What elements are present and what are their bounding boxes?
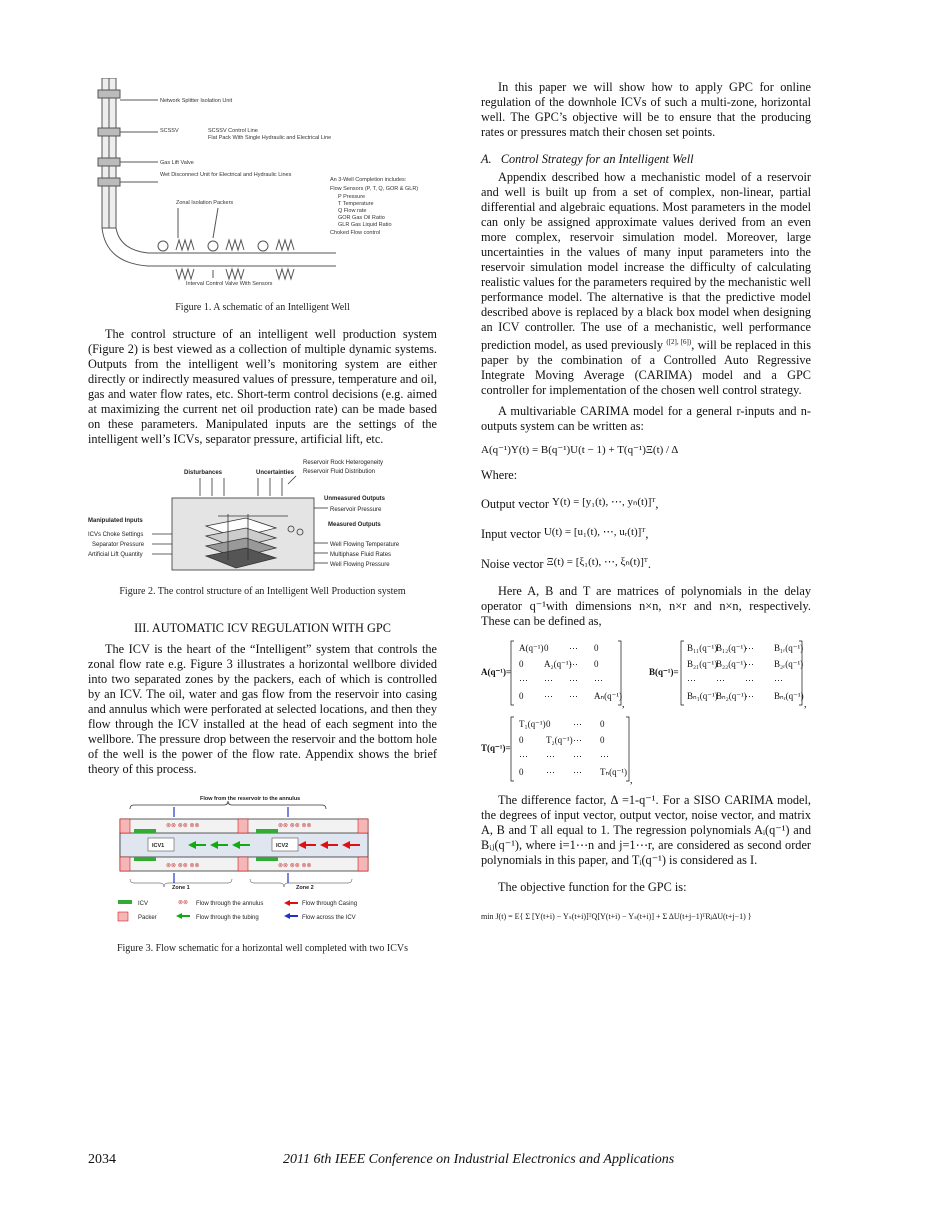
matrix-a-cell: 0 xyxy=(594,643,599,654)
input-vector-label: Input vector xyxy=(481,527,541,542)
fig1-label-glr: GLR Gas Liquid Ratio xyxy=(338,222,392,228)
svg-text:⊗⊗ ⊗⊗ ⊗⊗: ⊗⊗ ⊗⊗ ⊗⊗ xyxy=(278,863,312,869)
citation: ([2], [6]) xyxy=(666,338,692,346)
fig1-label-flow-sensors: Flow Sensors (P, T, Q, GOR & GLR) xyxy=(330,186,419,192)
equation-carima: A(q⁻¹)Y(t) = B(q⁻¹)U(t − 1) + T(q⁻¹)Ξ(t) / Δ xyxy=(481,444,679,457)
figure-1-intelligent-well-schematic xyxy=(88,78,437,286)
fig1-label-splitter: Network Splitter Isolation Unit xyxy=(160,98,233,104)
fig2-label-res-pressure: Reservoir Pressure xyxy=(330,507,382,513)
right-paragraph-2 xyxy=(481,170,811,398)
fig3-label-icv2: ICV2 xyxy=(276,843,289,849)
svg-text:⊗⊗ ⊗⊗ ⊗⊗: ⊗⊗ ⊗⊗ ⊗⊗ xyxy=(278,823,312,829)
matrix-b-cell: ⋯ xyxy=(745,691,754,702)
svg-text:,: , xyxy=(804,699,807,710)
matrix-b-label: B(q⁻¹)= xyxy=(649,667,679,678)
fig2-label-fluid: Reservoir Fluid Distribution xyxy=(303,469,376,475)
matrix-t-cell: ⋯ xyxy=(546,767,555,778)
matrix-a-cell: 0 xyxy=(519,691,524,702)
fig3-legend-packer: Packer xyxy=(138,915,157,921)
noise-vector-eq: Ξ(t) = [ξ₁(t), ⋯, ξₙ(t)]ᵀ xyxy=(546,556,648,569)
svg-text:,: , xyxy=(622,699,625,710)
fig1-label-flatpack: Flat Pack With Single Hydraulic and Electrical Line xyxy=(208,135,332,141)
matrix-t-cell: 0 xyxy=(519,767,524,778)
svg-text:⊗⊗ ⊗⊗ ⊗⊗: ⊗⊗ ⊗⊗ ⊗⊗ xyxy=(166,823,200,829)
matrix-b-cell: B₂ᵣ(q⁻¹) xyxy=(774,659,804,670)
matrix-t-cell: 0 xyxy=(600,719,605,730)
fig2-label-unmeasured: Unmeasured Outputs xyxy=(324,496,386,502)
matrix-b-cell: ⋯ xyxy=(687,675,696,686)
fig2-label-manipulated: Manipulated Inputs xyxy=(88,518,143,524)
svg-text:⊗⊗ ⊗⊗ ⊗⊗: ⊗⊗ ⊗⊗ ⊗⊗ xyxy=(166,863,200,869)
matrix-b-cell: Bₙᵣ(q⁻¹) xyxy=(774,691,804,702)
matrix-b-cell: Bₙ₁(q⁻¹) xyxy=(687,691,718,702)
matrix-a-cell: ⋯ xyxy=(594,675,603,686)
matrix-a-cell: 0 xyxy=(594,659,599,670)
equation-objective: min J(t) = E{ Σ [Y(t+i) − Yₛ(t+i)]ᵀQ[Y(t+i) − Yₛ(t+i)] + Σ ΔU(t+j−1)ᵀRⱼΔU(t+j−1) } xyxy=(481,912,752,922)
conference-name: 2011 6th IEEE Conference on Industrial Electronics and Applications xyxy=(283,1152,675,1167)
matrix-a-cell: 0 xyxy=(519,659,524,670)
matrix-t-cell: T₁(q⁻¹) xyxy=(519,719,546,730)
section-3-heading: III. AUTOMATIC ICV REGULATION WITH GPC xyxy=(134,621,391,635)
fig2-label-separator: Separator Pressure xyxy=(92,542,145,548)
figure-3-flow-schematic xyxy=(88,791,437,931)
output-vector-eq: Y(t) = [y₁(t), ⋯, yₙ(t)]ᵀ xyxy=(552,496,656,509)
fig1-label-q: Q Flow rate xyxy=(338,208,367,214)
fig1-label-scssv: SCSSV xyxy=(160,128,179,134)
matrix-t xyxy=(481,711,811,785)
fig3-legend-casing: Flow through Casing xyxy=(302,901,358,907)
right-paragraph-2-b: , will be replaced in this paper by the combination of a Controlled Auto Regressive Integrate Moving Average (CARIMA) model and a GPC controller for implementation of the chosen well control strategy. xyxy=(481,338,811,398)
fig1-label-t: T Temperature xyxy=(338,201,374,207)
matrix-b-cell: B₁ᵣ(q⁻¹) xyxy=(774,643,804,654)
svg-text:,: , xyxy=(630,775,633,786)
figure-3-caption: Figure 3. Flow schematic for a horizontal well completed with two ICVs xyxy=(116,943,409,954)
figure-2-caption: Figure 2. The control structure of an Intelligent Well Production system xyxy=(119,586,406,597)
fig2-label-disturbances: Disturbances xyxy=(184,470,223,476)
fig2-label-temp: Well Flowing Temperature xyxy=(330,542,400,548)
right-column xyxy=(481,80,811,924)
output-vector-row: Output vector Y(t) = [y₁(t), ⋯, yₙ(t)]ᵀ, xyxy=(481,496,659,512)
matrix-a-cell: ⋯ xyxy=(544,691,553,702)
fig3-legend-across: Flow across the ICV xyxy=(302,915,356,921)
matrix-a-cell: ⋯ xyxy=(544,675,553,686)
noise-vector-label: Noise vector xyxy=(481,557,544,572)
svg-text:⊗⊗: ⊗⊗ xyxy=(178,900,189,906)
matrix-t-cell: 0 xyxy=(546,719,551,730)
matrix-t-cell: ⋯ xyxy=(573,767,582,778)
figure-2-control-structure xyxy=(88,454,437,574)
fig1-label-p: P Pressure xyxy=(338,194,366,200)
matrix-b-cell: B₂₁(q⁻¹) xyxy=(687,659,718,670)
matrix-a-label: A(q⁻¹)= xyxy=(481,667,512,678)
fig3-label-zone2: Zone 2 xyxy=(296,885,314,891)
matrix-t-cell: 0 xyxy=(519,735,524,746)
matrix-b-cell: ⋯ xyxy=(716,675,725,686)
matrix-t-cell: ⋯ xyxy=(600,751,609,762)
matrix-a-cell: ⋯ xyxy=(569,643,578,654)
fig2-label-wfp: Well Flowing Pressure xyxy=(330,562,390,568)
fig1-label-choked: Choked Flow control xyxy=(330,230,381,236)
matrix-t-cell: Tₙ(q⁻¹) xyxy=(600,767,628,778)
right-paragraph-6: The objective function for the GPC is: xyxy=(498,880,687,895)
matrix-b-cell: ⋯ xyxy=(745,675,754,686)
fig3-legend-annulus: Flow through the annulus xyxy=(196,901,264,907)
matrix-t-cell: ⋯ xyxy=(573,751,582,762)
fig1-label-scssv-line: SCSSV Control Line xyxy=(208,128,258,134)
left-paragraph-2: The ICV is the heart of the “Intelligent” system that controls the zonal flow rate e.g. Figure 3 illustrates a horizontal wellbore divided into two separated zones by the packers, each of which is controlled by an ICV. The oil, water and gas flow from the reservoir into casing and annulus which were perforated at selected locations, and then they flow through the ICV installed at the head of each segment into the wellbore. The pressure drop between the reservoir and the bottom hole of the well is the power of the flow rate. Appendix shows the brief theory of this process. xyxy=(88,642,437,776)
output-vector-label: Output vector xyxy=(481,497,549,512)
matrix-b-cell: ⋯ xyxy=(745,659,754,670)
matrix-a-cell: ⋯ xyxy=(569,675,578,686)
figure-1-caption: Figure 1. A schematic of an Intelligent Well xyxy=(175,302,350,313)
subsection-number: A. xyxy=(481,152,492,166)
right-paragraph-3: A multivariable CARIMA model for a general r-inputs and n-outputs system can be written as: xyxy=(481,404,811,434)
fig2-label-multiphase: Multiphase Fluid Rates xyxy=(330,552,392,558)
fig1-label-gaslift: Gas Lift Valve xyxy=(160,160,194,166)
fig2-label-choke: ICVs Choke Settings xyxy=(88,532,144,538)
matrix-t-cell: ⋯ xyxy=(573,735,582,746)
fig3-legend-tubing: Flow through the tubing xyxy=(196,915,259,921)
left-paragraph-1: The control structure of an intelligent well production system (Figure 2) is best viewed as a collection of multiple dynamic systems. Outputs from the intelligent well’s monitoring system are either directly or indirectly measured values of pressure, temperature and oil, gas and water flow rates, etc. Short-term control decisions (e.g. aimed at maximizing the current net oil production rate) can be made based on these parameters. Manipulated inputs are the settings of the intelligent well’s ICVs, separator pressure, artificial lift, etc. xyxy=(88,327,437,446)
fig3-label-title: Flow from the reservoir to the annulus xyxy=(200,796,301,802)
input-vector-row: Input vector U(t) = [u₁(t), ⋯, uᵣ(t)]ᵀ, xyxy=(481,526,649,542)
matrix-a-cell: ⋯ xyxy=(569,691,578,702)
matrix-b-cell: ⋯ xyxy=(745,643,754,654)
fig1-label-packers: Zonal Isolation Packers xyxy=(176,200,234,206)
subsection-title: Control Strategy for an Intelligent Well xyxy=(500,152,694,166)
input-vector-eq: U(t) = [u₁(t), ⋯, uᵣ(t)]ᵀ xyxy=(543,526,646,539)
fig1-label-completion: An 3-Well Completion includes: xyxy=(330,177,407,183)
right-paragraph-2-a: Appendix described how a mechanistic model of a reservoir and well is built up from a set of complex, non-linear, partial differential and algebraic equations. Most parameters in the model can only be assigned approximate values derived from an even more complex, reservoir simulation model. Moreover, large uncertainties in the values of many input parameters into the reservoir simulation model increase the difficulty of calculating realistic values for the parameters required by the mechanistic well performance model. The alternative is that the predictive model described above is replaced by a black box model when designing an ICV controller. The use of a mechanistic, well performance prediction model, as used previously xyxy=(481,170,811,353)
noise-vector-row: Noise vector Ξ(t) = [ξ₁(t), ⋯, ξₙ(t)]ᵀ. xyxy=(481,556,651,572)
subsection-a-heading xyxy=(481,152,811,167)
where-label: Where: xyxy=(481,468,518,483)
matrix-b-cell: Bₙ₂(q⁻¹) xyxy=(716,691,747,702)
fig3-legend-icv: ICV xyxy=(138,901,149,907)
matrix-b-cell: B₁₁(q⁻¹) xyxy=(687,643,718,654)
fig3-label-icv1: ICV1 xyxy=(152,843,165,849)
left-column xyxy=(88,78,437,956)
matrix-t-cell: T₂(q⁻¹) xyxy=(546,735,573,746)
right-paragraph-4: Here A, B and T are matrices of polynomials in the delay operator q⁻¹with dimensions n×n, n×r and n×n, respectively. These can be defined as, xyxy=(481,584,811,629)
fig1-label-icv: Interval Control Valve With Sensors xyxy=(186,281,273,286)
matrix-t-cell: ⋯ xyxy=(573,719,582,730)
matrix-b-cell: B₂₂(q⁻¹) xyxy=(716,659,747,670)
matrix-a-cell: A(q⁻¹) xyxy=(519,643,544,654)
matrix-a-cell: 0 xyxy=(544,643,549,654)
matrix-t-cell: ⋯ xyxy=(519,751,528,762)
matrix-t-label: T(q⁻¹)= xyxy=(481,743,511,754)
fig1-label-wetdisconnect: Wet Disconnect Unit for Electrical and Hydraulic Lines xyxy=(160,172,292,178)
matrix-a-cell: Aₙ(q⁻¹) xyxy=(594,691,623,702)
fig3-label-zone1: Zone 1 xyxy=(172,885,190,891)
matrices-a-b xyxy=(481,635,811,709)
fig2-label-measured: Measured Outputs xyxy=(328,522,381,528)
page-number: 2034 xyxy=(88,1152,116,1167)
fig2-label-rock: Reservoir Rock Heterogeneity xyxy=(303,460,384,466)
matrix-b-cell: ⋯ xyxy=(774,675,783,686)
fig1-label-gor: GOR Gas Oil Ratio xyxy=(338,215,385,221)
matrix-a-cell: ⋯ xyxy=(519,675,528,686)
right-paragraph-5: The difference factor, Δ =1-q⁻¹. For a SISO CARIMA model, the degrees of input vector, output vector, noise vector, and matrix A, B and T all equal to 1. The regression polynomials Aᵢ(q⁻¹) and Bᵢⱼ(q⁻¹), where i=1⋯n and j=1⋯r, are considered as second order polynomials in this paper, and Tᵢ(q⁻¹) is considered as I. xyxy=(481,793,811,868)
matrix-t-cell: ⋯ xyxy=(546,751,555,762)
fig2-label-uncertainties: Uncertainties xyxy=(256,470,295,476)
matrix-t-cell: 0 xyxy=(600,735,605,746)
matrix-a-cell: A₂(q⁻¹) xyxy=(544,659,572,670)
matrix-b-cell: B₁₂(q⁻¹) xyxy=(716,643,747,654)
matrix-a-cell: ⋯ xyxy=(569,659,578,670)
fig2-label-lift: Artificial Lift Quantity xyxy=(88,552,143,558)
right-paragraph-1: In this paper we will show how to apply GPC for online regulation of the downhole ICVs of such a multi-zone, horizontal well. The GPC’s objective will be to ensure that the producing rates or pressures match their chosen set points. xyxy=(481,80,811,139)
